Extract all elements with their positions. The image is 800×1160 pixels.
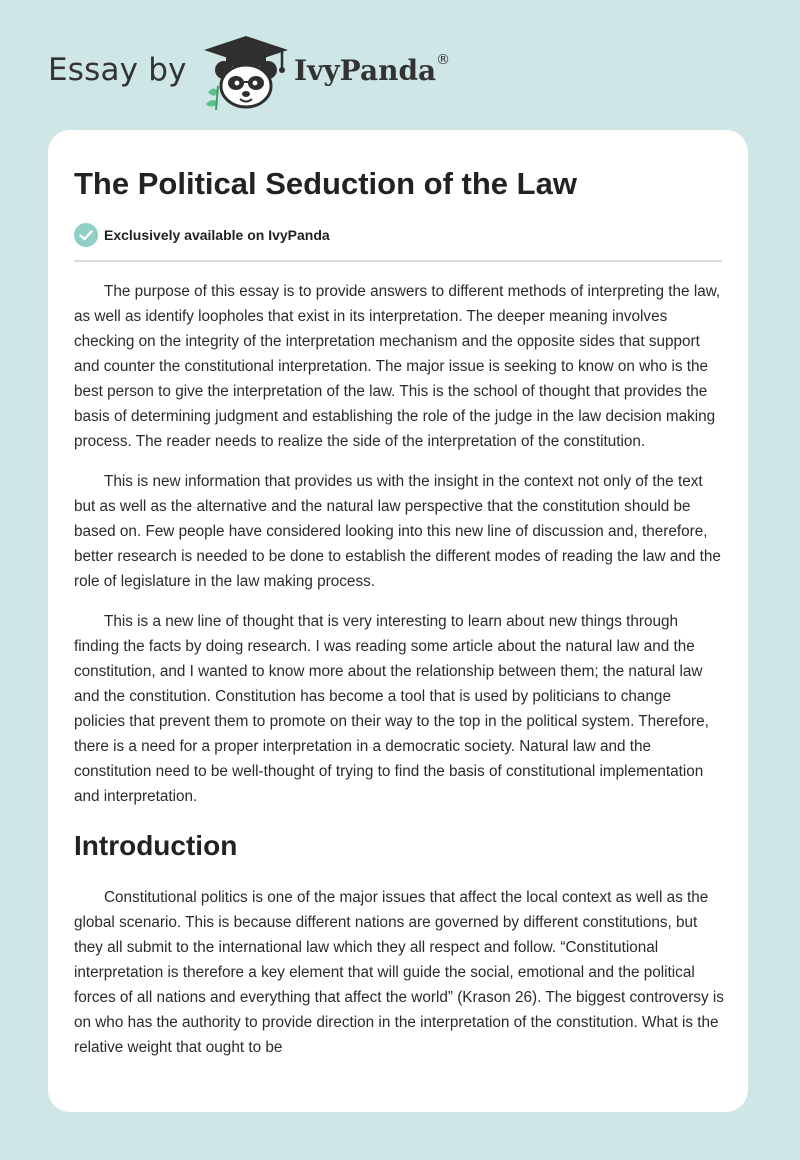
essay-card xyxy=(48,130,748,1112)
exclusive-badge xyxy=(74,222,330,248)
check-circle-icon xyxy=(74,223,98,247)
paragraph: This is new information that provides us with the insight in the context not only of the text but as well as the alternative and the natural law perspective that the constitution should be based on. Few people have considered looking into this new line of discussion and, therefore, better research is needed to be done to establish the different modes of reading the law and the role of legislature in the law making process. xyxy=(74,473,721,590)
panda-logo-icon[interactable] xyxy=(202,34,290,110)
paragraph: The purpose of this essay is to provide answers to different methods of interpreting the law, as well as identify loopholes that exist in its interpretation. The deeper meaning involves checking on the integrity of the interpretation mechanism and the opposite sides that support and counter the constitutional interpretation. The major issue is seeking to know on who is the best person to give the interpretation of the law. This is the school of thought that provides the basis of determining judgment and establishing the role of the judge in the law decision making process. The reader needs to realize the side of the interpretation of the constitution. xyxy=(74,283,721,450)
brand-name[interactable]: IvyPanda® xyxy=(294,51,451,87)
site-header xyxy=(48,30,508,110)
paragraph: Constitutional politics is one of the major issues that affect the local context as well as the global scenario. This is because different nations are governed by different constitutions, but they all submit to the international law which they all respect and follow. “Constitutional interpretation is therefore a key element that will guide the social, emotional and the political forces of all nations and everything that affect the world” (Krason 26). The biggest controversy is on who has the authority to provide direction in the interpretation of the constitution. What is the relative weight that ought to be xyxy=(74,889,724,1056)
section-heading-introduction: Introduction xyxy=(74,830,238,861)
essay-body xyxy=(74,279,724,1075)
registered-mark: ® xyxy=(436,51,451,68)
badge-text: Exclusively available on IvyPanda xyxy=(104,227,330,243)
brand-prefix: Essay by xyxy=(48,52,187,88)
page-title: The Political Seduction of the Law xyxy=(74,166,577,201)
divider xyxy=(74,260,722,262)
paragraph: This is a new line of thought that is very interesting to learn about new things through finding the facts by doing research. I was reading some article about the natural law and the constitution, and I wanted to know more about the relationship between them; the natural law and the constitution. Constitution has become a tool that is used by politicians to change policies that prevent them to promote on their way to the top in the political system. Therefore, there is a need for a proper interpretation in a democratic society. Natural law and the constitution need to be well-thought of trying to find the basis of constitutional implementation and interpretation. xyxy=(74,613,709,805)
